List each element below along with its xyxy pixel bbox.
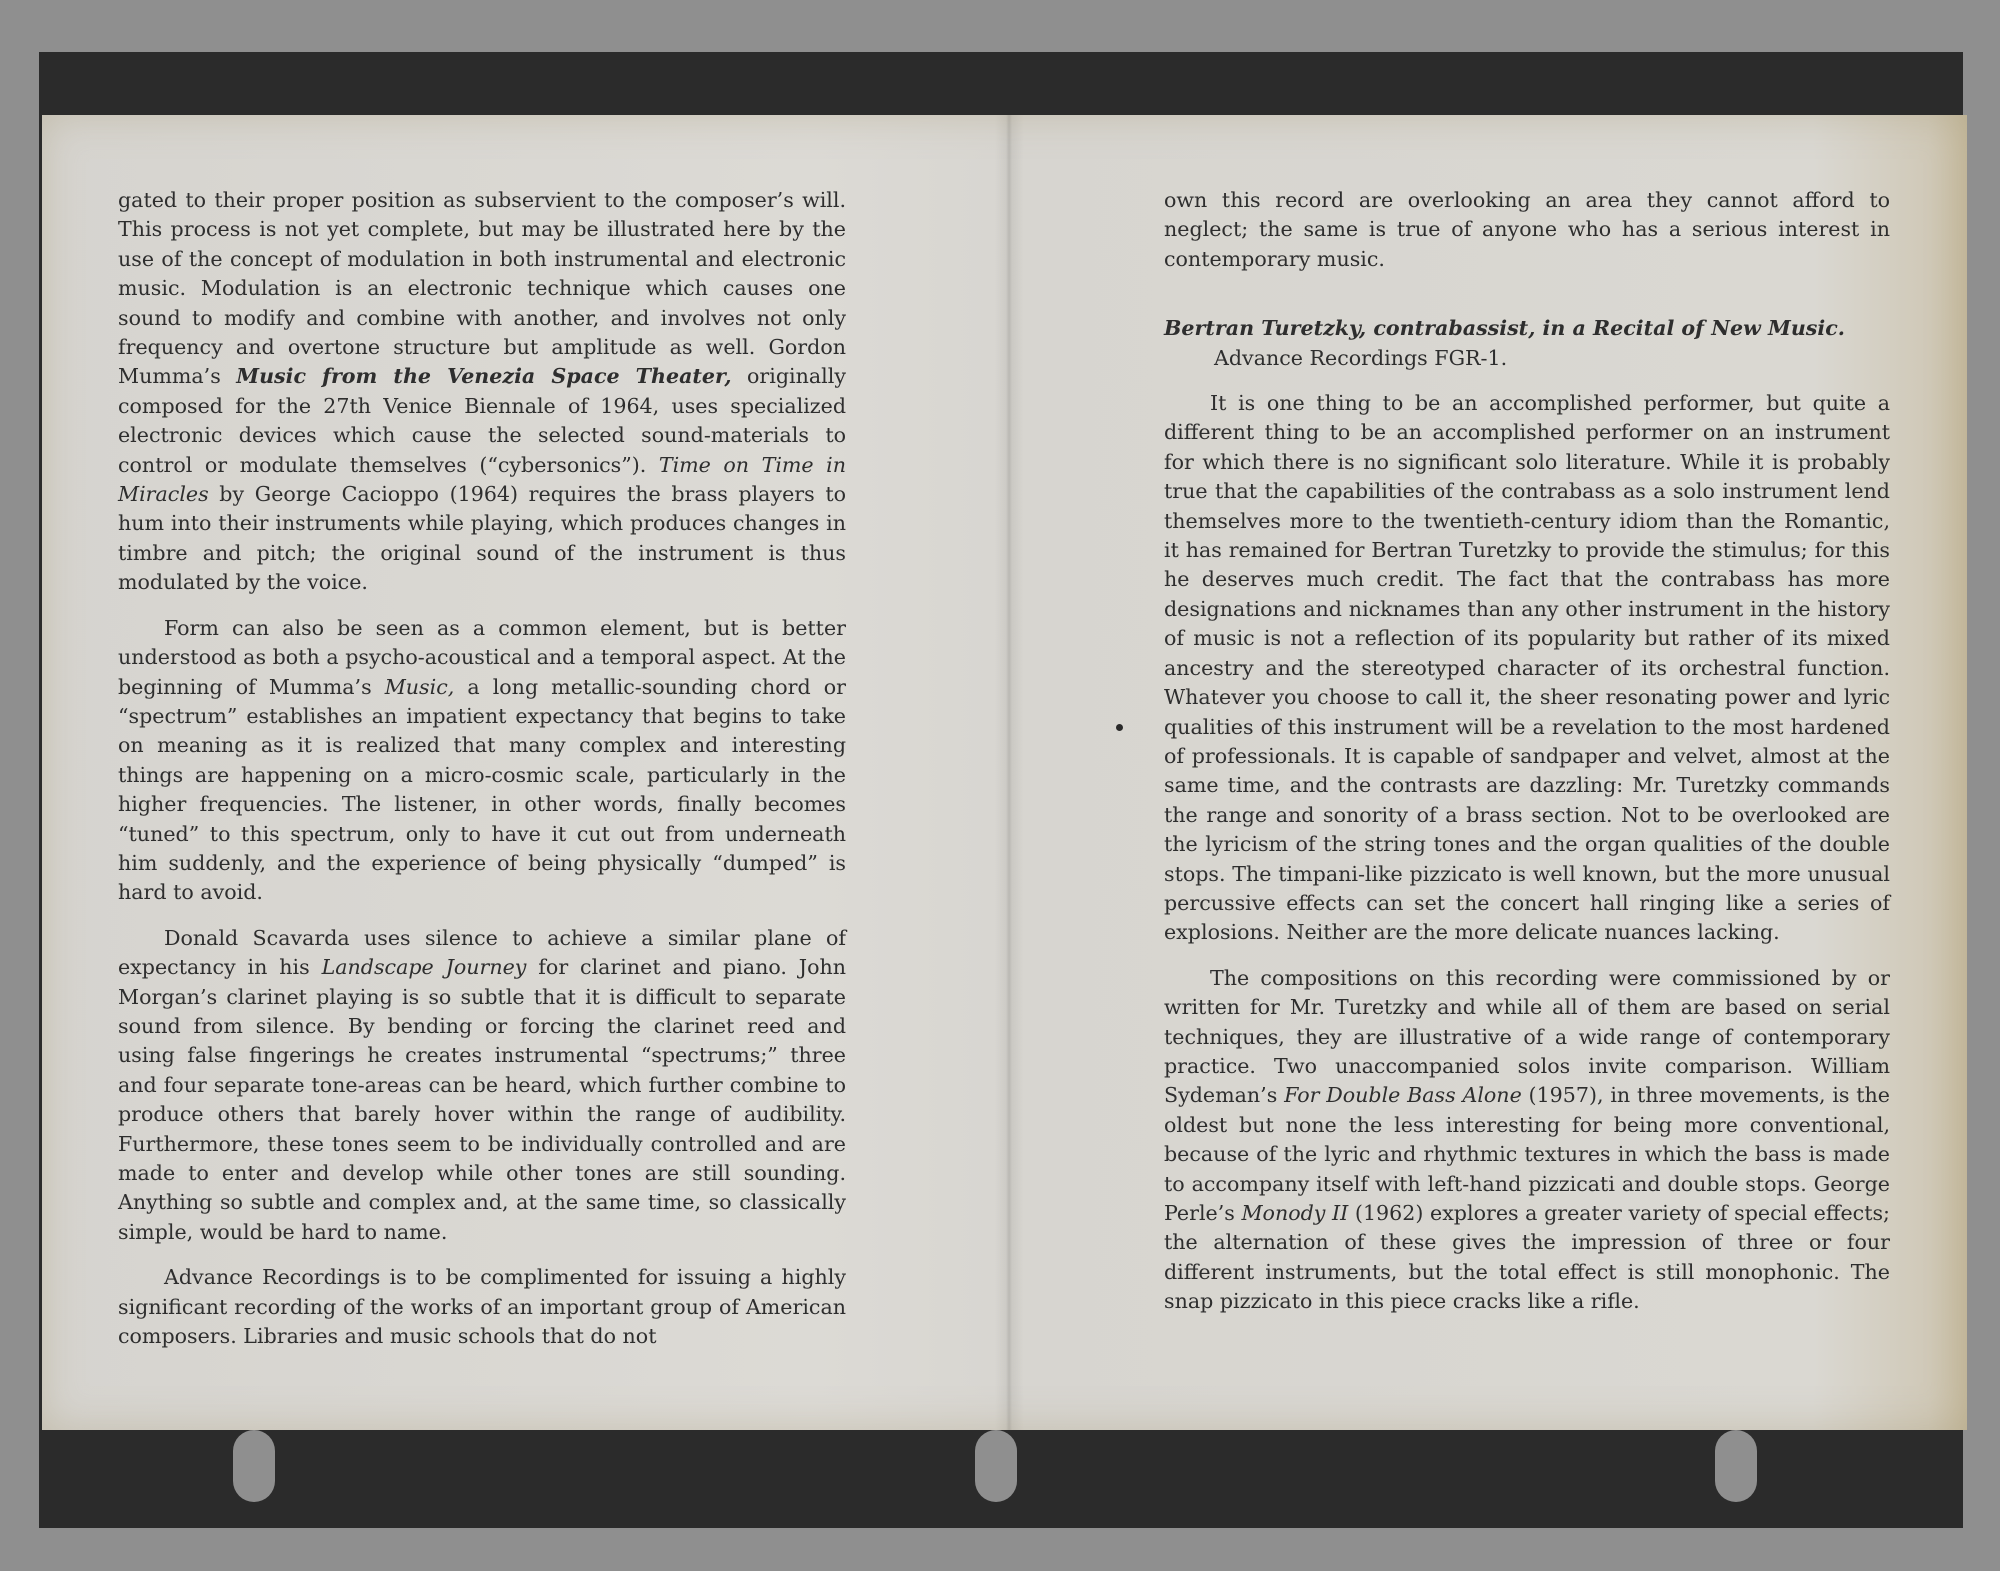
binder-hole-left xyxy=(233,1430,275,1502)
left-page-text xyxy=(118,186,846,1351)
left-paragraph-3: Donald Scavarda uses silence to achieve a similar plane of expectancy in his Landscape Journey for clarinet and piano. John Morgan’s clarinet playing is so subtle that it is difficult to separate sound from silence. By bending or forcing the clarinet reed and using false fingerings he creates instrumental “spectrums;” three and four separate tone-areas can be heard, which further combine to produce others that barely hover within the range of audibility. Furthermore, these tones seem to be individually controlled and are made to enter and develop while other tones are still sounding. Anything so subtle and complex and, at the same time, so classically simple, would be hard to name. xyxy=(118,925,846,1244)
right-paragraph-3: The compositions on this recording were commissioned by or written for Mr. Turetzky and while all of them are based on serial techniques, they are illustrative of a wide range of contemporary practice. Two unaccompanied solos invite comparison. William Sydeman’s For Double Bass Alone (1957), in three movements, is the oldest but none the less interesting for being more conventional, because of the lyric and rhythmic textures in which the bass is made to accompany itself with left-hand pizzicati and double stops. George Perle’s Monody II (1962) explores a greater variety of special effects; the alternation of these gives the impression of three or four different instruments, but the total effect is still monophonic. The snap pizzicato in this piece cracks like a rifle. xyxy=(1164,965,1890,1314)
right-page-text xyxy=(1164,186,1890,1317)
left-paragraph-2: Form can also be seen as a common element, but is better understood as both a psycho-acoustical and a temporal aspect. At the beginning of Mumma’s Music, a long metallic-sounding chord or “spectrum” establishes an impatient expectancy that begins to take on meaning as it is realized that many complex and interesting things are happening on a micro-cosmic scale, particularly in the higher frequencies. The listener, in other words, finally becomes “tuned” to this spectrum, only to have it cut out from underneath him suddenly, and the experience of being physically “dumped” is hard to avoid. xyxy=(118,615,846,905)
review-heading: Bertran Turetzky, contrabassist, in a Recital of New Music. Advance Recordings FGR-1. xyxy=(1164,316,1845,370)
left-paragraph-4: Advance Recordings is to be complimented for issuing a highly significant recording of the works of an important group of American composers. Libraries and music schools that do not xyxy=(118,1265,846,1349)
binder-hole-center xyxy=(975,1430,1017,1502)
right-paragraph-1: own this record are overlooking an area they cannot afford to neglect; the same is true of anyone who has a serious interest in contemporary music. xyxy=(1164,188,1890,271)
binder-hole-right xyxy=(1715,1430,1757,1502)
right-paragraph-2: It is one thing to be an accomplished performer, but quite a different thing to be an accomplished performer on an instrument for which there is no significant solo literature. While it is probably true that the capabilities of the contrabass as a solo instrument lend themselves more to the twentieth-century idiom than the Romantic, it has remained for Bertran Turetzky to provide the stimulus; for this he deserves much credit. The fact that the contrabass has more designations and nicknames than any other instrument in the history of music is not a reflection of its popularity but rather of its mixed ancestry and the stereotyped character of its orchestral function. Whatever you choose to call it, the sheer resonating power and lyric qualities of this instrument will be a revelation to the most hardened of professionals. It is capable of sandpaper and velvet, almost at the same time, and the contrasts are dazzling: Mr. Turetzky commands the range and sonority of a brass section. Not to be overlooked are the lyricism of the string tones and the organ qualities of the double stops. The timpani-like pizzicato is well known, but the more unusual percussive effects can set the concert hall ringing like a series of explosions. Neither are the more delicate nuances lacking. xyxy=(1164,391,1890,945)
left-paragraph-1: gated to their proper position as subservient to the composer’s will. This process is not yet complete, but may be illustrated here by the use of the concept of modulation in both instrumental and electronic music. Modulation is an electronic technique which causes one sound to modify and combine with another, and involves not only frequency and overtone structure but amplitude as well. Gordon Mumma’s Music from the Venezia Space Theater, originally composed for the 27th Venice Biennale of 1964, uses specialized electronic devices which cause the selected sound-materials to control or modulate themselves (“cybersonics”). Time on Time in Miracles by George Cacioppo (1964) requires the brass players to hum into their instruments while playing, which produces changes in timbre and pitch; the original sound of the instrument is thus modulated by the voice. xyxy=(118,188,846,595)
center-fold xyxy=(1006,115,1012,1430)
margin-mark xyxy=(1116,724,1123,731)
